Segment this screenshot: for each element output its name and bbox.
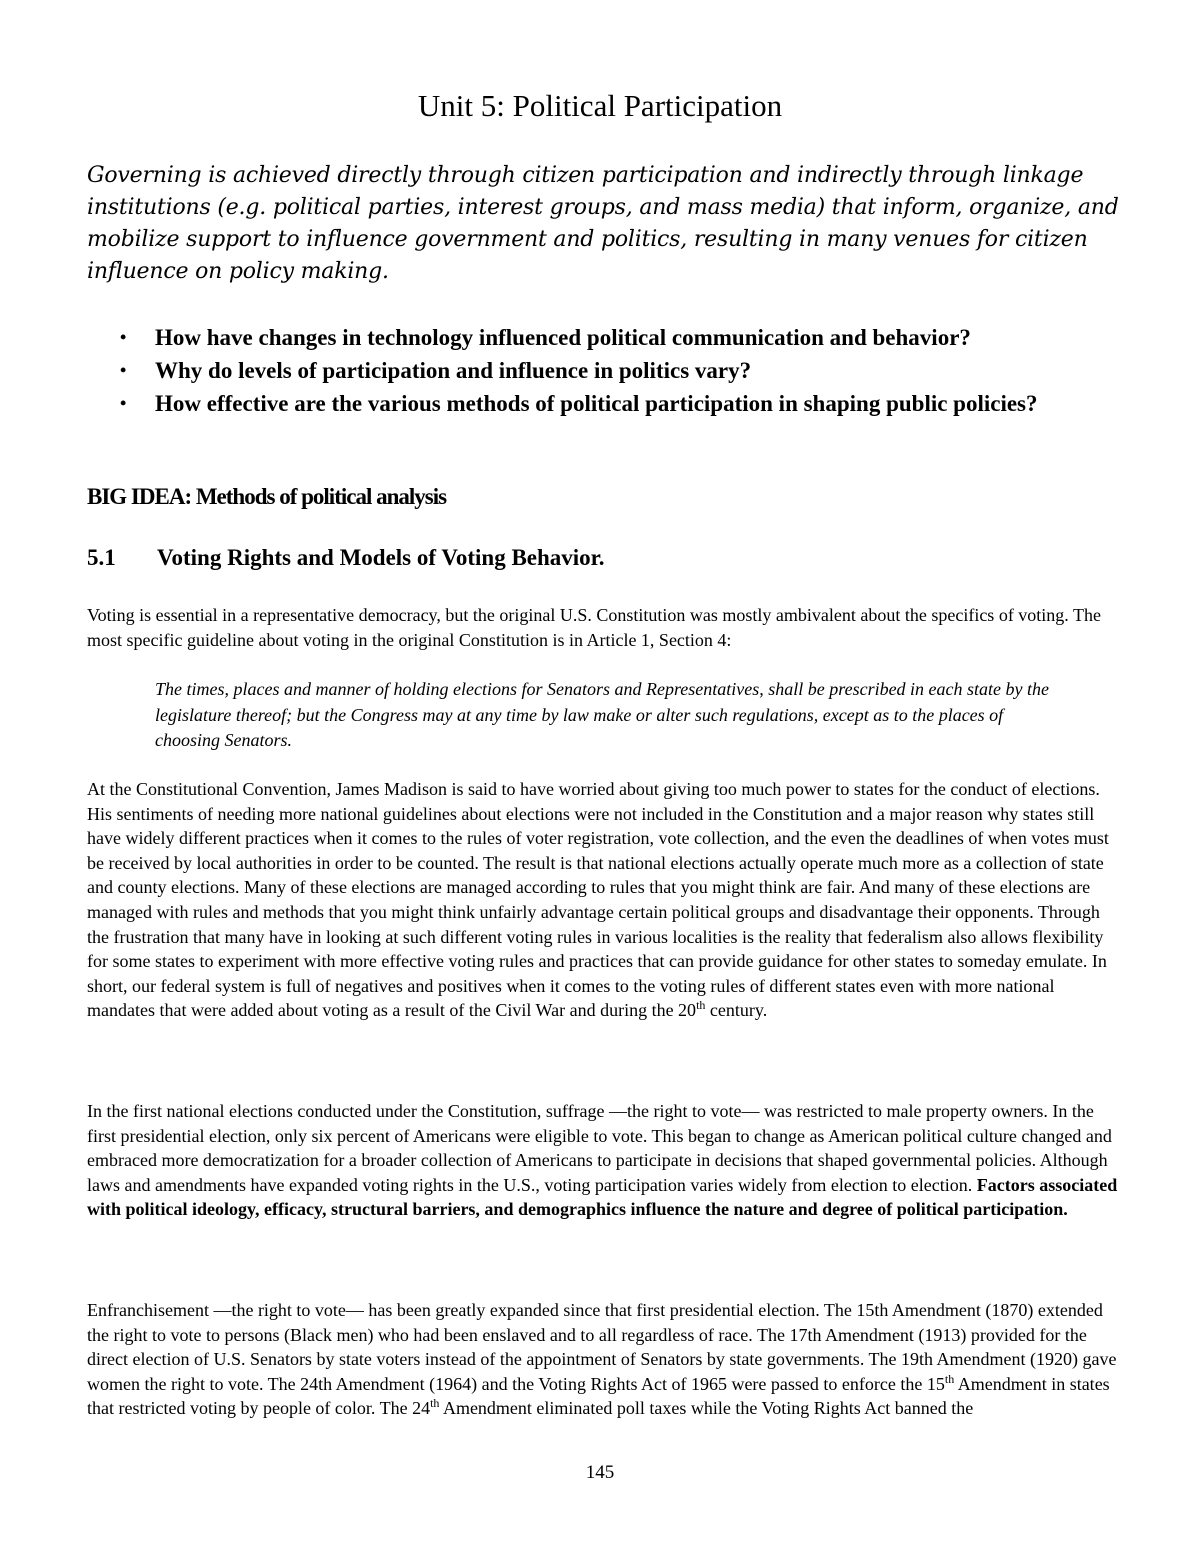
paragraph-text: century. xyxy=(705,1000,768,1021)
superscript: th xyxy=(944,1371,955,1386)
paragraph-text: Amendment eliminated poll taxes while the Voting Rights Act banned the xyxy=(439,1398,974,1419)
superscript: th xyxy=(430,1396,440,1411)
list-item xyxy=(87,354,1127,387)
paragraph-text: Amendment in states that restricted voting by people of color. The 24 xyxy=(87,1373,1110,1419)
big-idea-heading: BIG IDEA: Methods of political analysis xyxy=(87,484,447,509)
paragraph-first-elections xyxy=(87,1099,1122,1222)
list-item xyxy=(87,321,1127,354)
bullet-icon: • xyxy=(120,393,127,413)
superscript: th xyxy=(696,998,706,1013)
paragraph-constitutional-convention xyxy=(87,777,1122,1023)
key-statement: Factors associated with political ideology, efficacy, structural barriers, and demographics influence the nature and degree of political participation. xyxy=(87,1174,1118,1220)
intro-paragraph: Governing is achieved directly through citizen participation and indirectly through linkage institutions (e.g. political parties, interest groups, and mass media) that inform, organize, and mobilize support to influence government and politics, resulting in many venues for citizen influence on policy making. xyxy=(87,163,1119,284)
section-title: Voting Rights and Models of Voting Behavior. xyxy=(157,545,605,570)
question-text: How have changes in technology influenced political communication and behavior? xyxy=(155,325,971,350)
paragraph-text: Enfranchisement —the right to vote— has been greatly expanded since that first presidential election. The 15th Amendment (1870) extended the right to vote to persons (Black men) who had been enslaved and to all regardless of race. The 17th Amendment (1913) provided for the direct election of U.S. Senators by state voters instead of the appointment of Senators by state governments. The 19th Amendment (1920) gave women the right to vote. The 24th Amendment (1964) and the Voting Rights Act of 1965 were passed to enforce the 15 xyxy=(87,1300,1117,1394)
page-number: 145 xyxy=(585,1462,615,1483)
constitution-quote: The times, places and manner of holding elections for Senators and Representatives, shall be prescribed in each state by the legislature thereof; but the Congress may at any time by law make or alter such regulations, except as to the places of choosing Senators. xyxy=(155,679,1050,750)
paragraph-voting-essential: Voting is essential in a representative democracy, but the original U.S. Constitution was mostly ambivalent about the specifics of voting. The most specific guideline about voting in the original Constitution is in Article 1, Section 4: xyxy=(87,605,1101,650)
bullet-icon: • xyxy=(120,327,127,347)
question-text: How effective are the various methods of political participation in shaping public policies? xyxy=(155,391,1038,416)
essential-questions-list xyxy=(87,321,1127,420)
section-number: 5.1 xyxy=(87,545,116,570)
bullet-icon: • xyxy=(120,360,127,380)
section-heading xyxy=(87,542,605,574)
paragraph-text: At the Constitutional Convention, James Madison is said to have worried about giving too much power to states for the conduct of elections. His sentiments of needing more national guidelines about elections were not included in the Constitution and a major reason why states still have widely different practices when it comes to the rules of voter registration, vote collection, and the even the deadlines of when votes must be received by local authorities in order to be counted. The result is that national elections actually operate much more as a collection of state and county elections. Many of these elections are managed according to rules that you might think are fair. And many of these elections are managed with rules and methods that you might think unfairly advantage certain political groups and disadvantage their opponents. Through the frustration that many have in looking at such different voting rules in various localities is the reality that federalism also allows flexibility for some states to experiment with more effective voting rules and practices that can provide guidance for other states to someday emulate. In short, our federal system is full of negatives and positives when it comes to the voting rules of different states even with more national mandates that were added about voting as a result of the Civil War and during the 20 xyxy=(87,779,1109,1021)
page-title: Unit 5: Political Participation xyxy=(417,88,783,123)
paragraph-text: In the first national elections conducted under the Constitution, suffrage —the right to vote— was restricted to male property owners. In the first presidential election, only six percent of Americans were eligible to vote. This began to change as American political culture changed and embraced more democratization for a broader collection of Americans to participate in decisions that shaped governmental policies. Although laws and amendments have expanded voting rights in the U.S., voting participation varies widely from election to election. xyxy=(87,1101,1112,1195)
list-item xyxy=(87,387,1127,420)
paragraph-enfranchisement xyxy=(87,1298,1122,1421)
question-text: Why do levels of participation and influence in politics vary? xyxy=(155,358,752,383)
